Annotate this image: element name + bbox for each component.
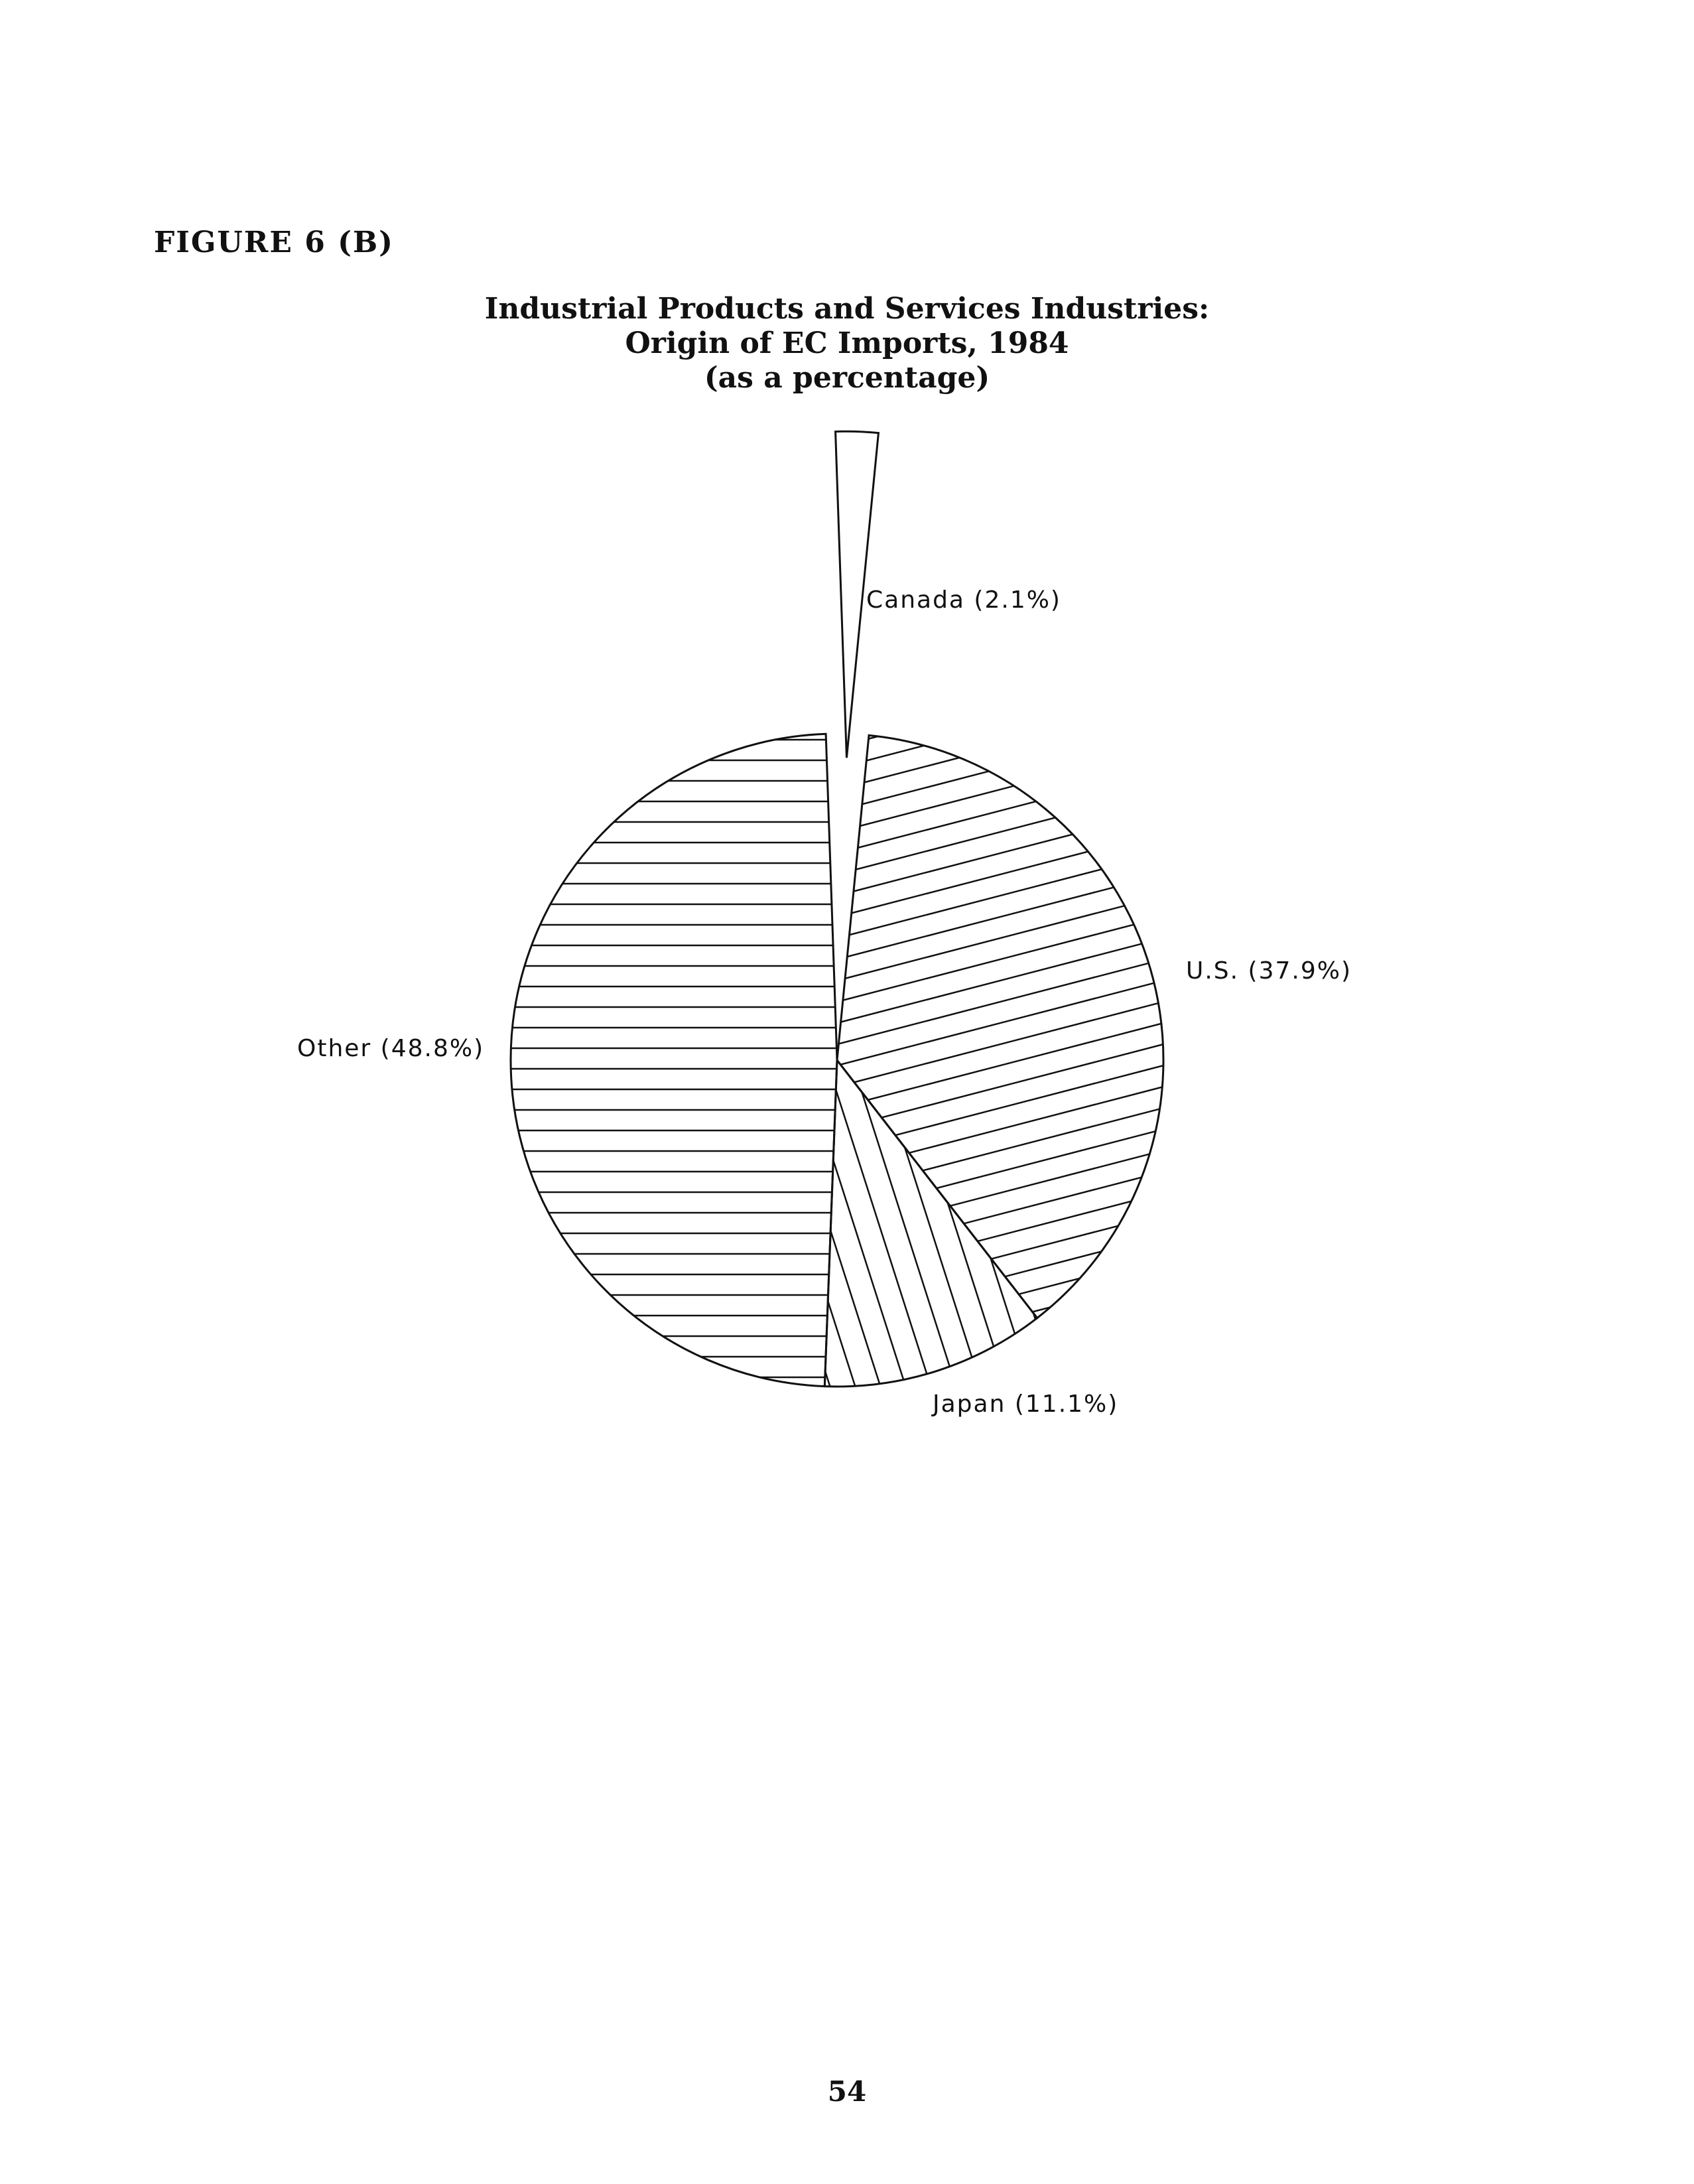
hatch-line [373,1582,1301,1823]
slice-label-us: U.S. (37.9%) [1186,957,1352,985]
hatch-line [373,1369,1301,1611]
hatch-line [373,1454,1301,1696]
hatch-line [373,1794,1301,2035]
hatch-line [373,754,1301,995]
hatch-line [373,711,1301,953]
hatch-line [373,1306,1301,1547]
hatch-line [930,596,1227,1525]
hatch-line [854,596,1151,1525]
hatch-line [1106,596,1403,1525]
chart-title-line-3: (as a percentage) [704,361,990,395]
pie-slice-us-outline [837,735,1163,1318]
hatch-line [373,1730,1301,1972]
hatch-line [373,796,1301,1038]
hatch-line [779,596,1076,1525]
hatch-line [373,32,1301,273]
hatch-line [373,1284,1301,1526]
hatch-line [373,1412,1301,1653]
hatch-line [373,53,1301,295]
hatch-line [373,669,1301,910]
figure-label: FIGURE 6 (B) [154,226,394,259]
page-number: 54 [827,2075,867,2108]
hatch-line [373,1178,1301,1420]
hatch-line [373,223,1301,464]
hatch-line [373,74,1301,316]
hatch-line [373,1667,1301,1908]
hatch-line [373,1497,1301,1738]
hatch-line [373,244,1301,486]
hatch-line [373,648,1301,889]
hatch-line [373,138,1301,379]
hatch-line [373,1518,1301,1759]
hatch-line [880,596,1177,1525]
hatch-line [373,563,1301,804]
hatch-line [373,520,1301,762]
hatch-line [373,1242,1301,1483]
hatch-line [373,584,1301,825]
hatch-line [373,1815,1301,2057]
hatch-line [373,605,1301,847]
hatch-line [373,1199,1301,1441]
hatch-line [373,1263,1301,1505]
hatch-line [373,1603,1301,1844]
hatch-line [1081,596,1378,1525]
slice-label-japan: Japan (11.1%) [933,1391,1119,1418]
chart-title-line-1: Industrial Products and Services Industries: [484,292,1210,326]
slice-label-canada: Canada (2.1%) [866,586,1061,614]
hatch-line [373,1539,1301,1781]
hatch-line [373,478,1301,719]
hatch-line [373,1624,1301,1866]
hatch-line [373,1688,1301,1929]
hatch-line [476,596,773,1525]
hatch-line [373,1115,1301,1356]
hatch-line [373,541,1301,783]
hatch-line [373,1773,1301,2014]
hatch-line [373,775,1301,1016]
hatch-line [728,596,1025,1525]
hatch-line [373,180,1301,422]
pie-slice-other [373,596,1301,1521]
hatch-line [527,596,824,1525]
pie-slice-japan-outline [824,1060,1037,1387]
hatch-line [373,1093,1301,1335]
hatch-line [373,159,1301,401]
hatch-line [373,1709,1301,1950]
hatch-line [373,1751,1301,1993]
hatch-line [373,1858,1301,2099]
hatch-line [373,96,1301,337]
hatch-line [373,626,1301,868]
hatch-line [373,1560,1301,1802]
hatch-line [905,596,1202,1525]
hatch-line [703,596,1000,1525]
hatch-line [451,596,748,1525]
hatch-line [373,1433,1301,1674]
slice-label-other: Other (48.8%) [297,1035,485,1062]
hatch-line [373,308,1301,549]
hatch-line [980,596,1277,1525]
hatch-line [1132,596,1429,1525]
hatch-line [373,1475,1301,1717]
hatch-line [373,499,1301,740]
hatch-line [577,596,874,1525]
hatch-line [373,393,1301,634]
hatch-line [373,1348,1301,1590]
hatch-line [373,1221,1301,1462]
hatch-line [373,732,1301,974]
hatch-line [373,1157,1301,1399]
hatch-line [1031,596,1328,1525]
hatch-line [373,1391,1301,1632]
hatch-line [373,1836,1301,2078]
hatch-line [373,202,1301,443]
chart-title-line-2: Origin of EC Imports, 1984 [625,326,1069,360]
hatch-line [373,1327,1301,1568]
hatch-line [373,1072,1301,1314]
hatch-line [373,690,1301,931]
hatch-line [1006,596,1303,1525]
pie-slice-other-outline [511,734,837,1386]
hatch-line [501,596,799,1525]
hatch-line [373,1645,1301,1887]
hatch-line [627,596,925,1525]
hatch-line [373,117,1301,358]
hatch-line [373,11,1301,252]
